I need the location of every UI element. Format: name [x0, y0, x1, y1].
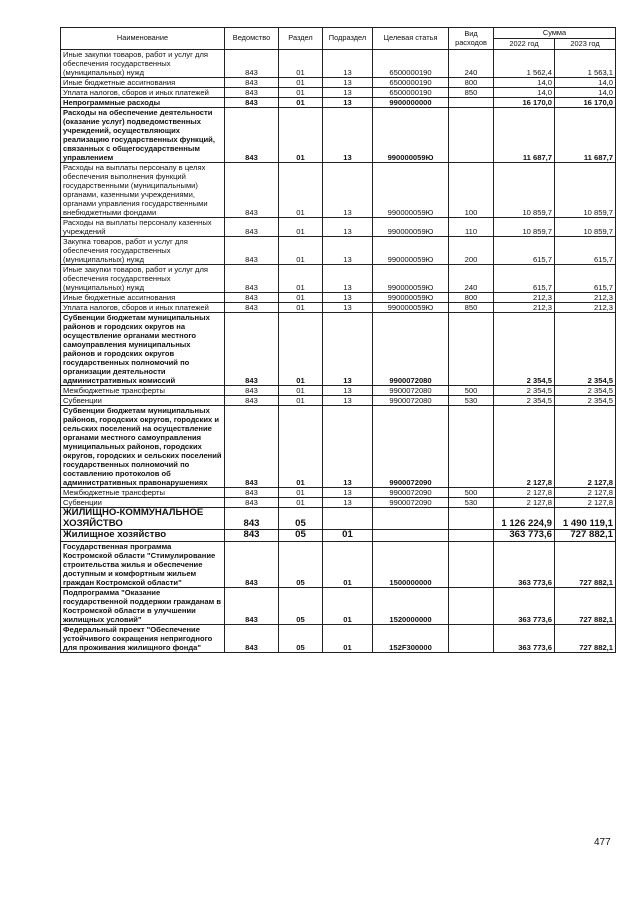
- cell-subsection: 13: [323, 237, 373, 265]
- cell-section: 01: [279, 406, 323, 488]
- cell-dept: 843: [225, 293, 279, 303]
- cell-dept: 843: [225, 108, 279, 163]
- cell-name: Расходы на обеспечение деятельности (оказание услуг) подведомственных учреждений, осуществляющих реализацию государственных функций, связанных с общегосударственным управлением: [61, 108, 225, 163]
- table-row: [61, 218, 616, 237]
- cell-target: 9900072090: [373, 498, 449, 508]
- cell-sum-2022: 2 127,8: [494, 488, 555, 498]
- cell-dept: 843: [225, 50, 279, 78]
- cell-kind: [449, 541, 494, 587]
- cell-sum-2022: 1 562,4: [494, 50, 555, 78]
- cell-target: 9900072090: [373, 406, 449, 488]
- cell-subsection: 13: [323, 498, 373, 508]
- cell-sum-2022: 2 354,5: [494, 313, 555, 386]
- table-row: [61, 50, 616, 78]
- cell-sum-2022: 11 687,7: [494, 108, 555, 163]
- cell-section: 05: [279, 624, 323, 652]
- cell-kind: [449, 108, 494, 163]
- cell-section: 05: [279, 530, 323, 542]
- cell-section: 05: [279, 508, 323, 530]
- cell-sum-2023: 16 170,0: [555, 98, 616, 108]
- table-row: [61, 624, 616, 652]
- cell-subsection: 13: [323, 218, 373, 237]
- cell-subsection: 13: [323, 293, 373, 303]
- table-row: [61, 108, 616, 163]
- cell-kind: [449, 587, 494, 624]
- cell-section: 01: [279, 313, 323, 386]
- cell-target: 990000059Ю: [373, 163, 449, 218]
- cell-sum-2023: 1 563,1: [555, 50, 616, 78]
- cell-kind: 530: [449, 396, 494, 406]
- cell-subsection: 01: [323, 541, 373, 587]
- cell-sum-2022: 212,3: [494, 293, 555, 303]
- cell-sum-2022: 14,0: [494, 78, 555, 88]
- cell-kind: 800: [449, 293, 494, 303]
- cell-subsection: 13: [323, 488, 373, 498]
- cell-section: 01: [279, 303, 323, 313]
- cell-kind: [449, 406, 494, 488]
- cell-section: 01: [279, 265, 323, 293]
- cell-subsection: 13: [323, 265, 373, 293]
- header-year-2023: 2023 год: [555, 39, 616, 50]
- table-body: [61, 50, 616, 653]
- cell-kind: 200: [449, 237, 494, 265]
- header-section: Раздел: [279, 28, 323, 50]
- cell-name: Межбюджетные трансферты: [61, 488, 225, 498]
- header-sum: Сумма: [494, 28, 616, 39]
- cell-kind: 240: [449, 50, 494, 78]
- cell-target: 6500000190: [373, 50, 449, 78]
- header-subsection: Подраздел: [323, 28, 373, 50]
- cell-subsection: 13: [323, 78, 373, 88]
- cell-dept: 843: [225, 498, 279, 508]
- cell-dept: 843: [225, 530, 279, 542]
- cell-subsection: 13: [323, 386, 373, 396]
- cell-sum-2023: 2 354,5: [555, 386, 616, 396]
- cell-section: 01: [279, 237, 323, 265]
- cell-kind: 110: [449, 218, 494, 237]
- cell-sum-2022: 2 127,8: [494, 498, 555, 508]
- cell-section: 01: [279, 498, 323, 508]
- cell-sum-2022: 615,7: [494, 265, 555, 293]
- cell-sum-2023: 14,0: [555, 78, 616, 88]
- cell-kind: 530: [449, 498, 494, 508]
- cell-sum-2023: 727 882,1: [555, 541, 616, 587]
- cell-target: [373, 530, 449, 542]
- cell-name: Уплата налогов, сборов и иных платежей: [61, 303, 225, 313]
- cell-target: 9900072080: [373, 313, 449, 386]
- table-row: [61, 396, 616, 406]
- cell-kind: [449, 624, 494, 652]
- cell-name: Межбюджетные трансферты: [61, 386, 225, 396]
- cell-dept: 843: [225, 386, 279, 396]
- cell-section: 01: [279, 88, 323, 98]
- table-row: [61, 587, 616, 624]
- cell-section: 01: [279, 396, 323, 406]
- cell-sum-2022: 10 859,7: [494, 218, 555, 237]
- cell-sum-2022: 212,3: [494, 303, 555, 313]
- cell-subsection: 13: [323, 98, 373, 108]
- cell-section: 01: [279, 293, 323, 303]
- cell-sum-2023: 2 354,5: [555, 396, 616, 406]
- cell-sum-2023: 727 882,1: [555, 530, 616, 542]
- cell-subsection: 13: [323, 303, 373, 313]
- cell-subsection: 01: [323, 587, 373, 624]
- cell-target: 990000059Ю: [373, 293, 449, 303]
- cell-target: 9900000000: [373, 98, 449, 108]
- cell-section: 01: [279, 98, 323, 108]
- cell-name: Жилищное хозяйство: [61, 530, 225, 542]
- table-row: [61, 78, 616, 88]
- cell-target: 6500000190: [373, 88, 449, 98]
- cell-sum-2023: 212,3: [555, 293, 616, 303]
- table-row: [61, 313, 616, 386]
- table-row: [61, 265, 616, 293]
- cell-sum-2023: 10 859,7: [555, 218, 616, 237]
- table-row: [61, 508, 616, 530]
- table-row: [61, 163, 616, 218]
- cell-subsection: 13: [323, 406, 373, 488]
- table-header: [61, 28, 616, 50]
- cell-dept: 843: [225, 88, 279, 98]
- cell-sum-2023: 1 490 119,1: [555, 508, 616, 530]
- cell-section: 01: [279, 386, 323, 396]
- cell-subsection: 13: [323, 50, 373, 78]
- cell-sum-2022: 363 773,6: [494, 530, 555, 542]
- cell-name: Иные закупки товаров, работ и услуг для обеспечения государственных (муниципальных) нужд: [61, 265, 225, 293]
- cell-sum-2023: 727 882,1: [555, 587, 616, 624]
- cell-sum-2023: 11 687,7: [555, 108, 616, 163]
- cell-sum-2022: 16 170,0: [494, 98, 555, 108]
- cell-dept: 843: [225, 313, 279, 386]
- cell-dept: 843: [225, 78, 279, 88]
- cell-subsection: 13: [323, 396, 373, 406]
- cell-sum-2022: 10 859,7: [494, 163, 555, 218]
- cell-sum-2022: 615,7: [494, 237, 555, 265]
- cell-dept: 843: [225, 98, 279, 108]
- cell-kind: 500: [449, 386, 494, 396]
- table-row: [61, 541, 616, 587]
- cell-sum-2023: 2 127,8: [555, 406, 616, 488]
- cell-name: Иные бюджетные ассигнования: [61, 293, 225, 303]
- cell-kind: 850: [449, 88, 494, 98]
- table-row: [61, 303, 616, 313]
- cell-section: 01: [279, 488, 323, 498]
- cell-target: 990000059Ю: [373, 218, 449, 237]
- header-kind: Вид расходов: [449, 28, 494, 50]
- cell-dept: 843: [225, 508, 279, 530]
- cell-sum-2023: 615,7: [555, 237, 616, 265]
- cell-dept: 843: [225, 237, 279, 265]
- cell-name: Иные закупки товаров, работ и услуг для обеспечения государственных (муниципальных) нужд: [61, 50, 225, 78]
- cell-dept: 843: [225, 406, 279, 488]
- cell-sum-2022: 363 773,6: [494, 541, 555, 587]
- header-target: Целевая статья: [373, 28, 449, 50]
- cell-section: 01: [279, 78, 323, 88]
- cell-target: 990000059Ю: [373, 237, 449, 265]
- cell-kind: 240: [449, 265, 494, 293]
- cell-sum-2022: 14,0: [494, 88, 555, 98]
- cell-subsection: 13: [323, 108, 373, 163]
- cell-dept: 843: [225, 396, 279, 406]
- cell-sum-2023: 615,7: [555, 265, 616, 293]
- cell-kind: 800: [449, 78, 494, 88]
- cell-section: 05: [279, 587, 323, 624]
- cell-target: 990000059Ю: [373, 265, 449, 293]
- cell-sum-2023: 727 882,1: [555, 624, 616, 652]
- cell-sum-2022: 1 126 224,9: [494, 508, 555, 530]
- cell-name: Уплата налогов, сборов и иных платежей: [61, 88, 225, 98]
- cell-kind: [449, 530, 494, 542]
- cell-dept: 843: [225, 303, 279, 313]
- header-year-2022: 2022 год: [494, 39, 555, 50]
- cell-sum-2023: 14,0: [555, 88, 616, 98]
- table-row: [61, 488, 616, 498]
- table-row: [61, 498, 616, 508]
- cell-sum-2022: 2 354,5: [494, 386, 555, 396]
- cell-name: Непрограммные расходы: [61, 98, 225, 108]
- header-name: Наименование: [61, 28, 225, 50]
- table-row: [61, 386, 616, 396]
- cell-name: Расходы на выплаты персоналу в целях обеспечения выполнения функций государственными (муниципальными) органами, казенными учреждениями, органами управления государственными внебюджетными фондами: [61, 163, 225, 218]
- cell-kind: [449, 98, 494, 108]
- cell-name: Федеральный проект "Обеспечение устойчивого сокращения непригодного для проживания жилищного фонда": [61, 624, 225, 652]
- page-number: 477: [594, 837, 611, 848]
- cell-target: 6500000190: [373, 78, 449, 88]
- cell-name: ЖИЛИЩНО-КОММУНАЛЬНОЕ ХОЗЯЙСТВО: [61, 508, 225, 530]
- cell-name: Субвенции бюджетам муниципальных районов, городских округов, городских и сельских поселений на осуществление органами местного самоуправления муниципальных районов, городских округов, городских и сельских поселений государственных полномочий по составлению протоколов об административных правонарушениях: [61, 406, 225, 488]
- cell-target: 9900072080: [373, 386, 449, 396]
- cell-dept: 843: [225, 265, 279, 293]
- cell-target: 9900072080: [373, 396, 449, 406]
- cell-sum-2023: 2 127,8: [555, 488, 616, 498]
- header-dept: Ведомство: [225, 28, 279, 50]
- cell-subsection: 01: [323, 530, 373, 542]
- budget-table: [60, 27, 616, 653]
- cell-name: Иные бюджетные ассигнования: [61, 78, 225, 88]
- table-row: [61, 237, 616, 265]
- cell-section: 01: [279, 218, 323, 237]
- cell-target: 990000059Ю: [373, 303, 449, 313]
- cell-subsection: 13: [323, 163, 373, 218]
- cell-target: 1500000000: [373, 541, 449, 587]
- cell-subsection: 13: [323, 88, 373, 98]
- cell-name: Расходы на выплаты персоналу казенных учреждений: [61, 218, 225, 237]
- cell-kind: [449, 313, 494, 386]
- cell-name: Государственная программа Костромской области "Стимулирование строительства жилья и обеспечение доступным и комфортным жильем граждан Костромской области": [61, 541, 225, 587]
- cell-target: 152F300000: [373, 624, 449, 652]
- table-row: [61, 98, 616, 108]
- cell-name: Закупка товаров, работ и услуг для обеспечения государственных (муниципальных) нужд: [61, 237, 225, 265]
- cell-section: 01: [279, 50, 323, 78]
- cell-dept: 843: [225, 541, 279, 587]
- cell-dept: 843: [225, 218, 279, 237]
- cell-kind: 850: [449, 303, 494, 313]
- cell-dept: 843: [225, 587, 279, 624]
- cell-target: 9900072090: [373, 488, 449, 498]
- cell-dept: 843: [225, 163, 279, 218]
- cell-name: Подпрограмма "Оказание государственной поддержки гражданам в Костромской области в улучшении жилищных условий": [61, 587, 225, 624]
- cell-kind: [449, 508, 494, 530]
- cell-target: 1520000000: [373, 587, 449, 624]
- cell-subsection: 13: [323, 313, 373, 386]
- cell-name: Субвенции: [61, 396, 225, 406]
- cell-section: 01: [279, 108, 323, 163]
- cell-sum-2022: 363 773,6: [494, 624, 555, 652]
- cell-sum-2022: 2 354,5: [494, 396, 555, 406]
- cell-name: Субвенции: [61, 498, 225, 508]
- cell-dept: 843: [225, 624, 279, 652]
- cell-kind: 100: [449, 163, 494, 218]
- cell-subsection: 01: [323, 624, 373, 652]
- cell-dept: 843: [225, 488, 279, 498]
- cell-sum-2023: 10 859,7: [555, 163, 616, 218]
- table-row: [61, 88, 616, 98]
- cell-kind: 500: [449, 488, 494, 498]
- cell-sum-2022: 363 773,6: [494, 587, 555, 624]
- cell-sum-2023: 2 354,5: [555, 313, 616, 386]
- cell-section: 01: [279, 163, 323, 218]
- table-row: [61, 293, 616, 303]
- table-row: [61, 530, 616, 542]
- cell-name: Субвенции бюджетам муниципальных районов и городских округов на осуществление органами местного самоуправления муниципальных районов и городских округов государственных полномочий по организации деятельности административных комиссий: [61, 313, 225, 386]
- cell-sum-2023: 212,3: [555, 303, 616, 313]
- table-row: [61, 406, 616, 488]
- cell-target: [373, 508, 449, 530]
- cell-sum-2023: 2 127,8: [555, 498, 616, 508]
- cell-target: 990000059Ю: [373, 108, 449, 163]
- cell-subsection: [323, 508, 373, 530]
- cell-sum-2022: 2 127,8: [494, 406, 555, 488]
- cell-section: 05: [279, 541, 323, 587]
